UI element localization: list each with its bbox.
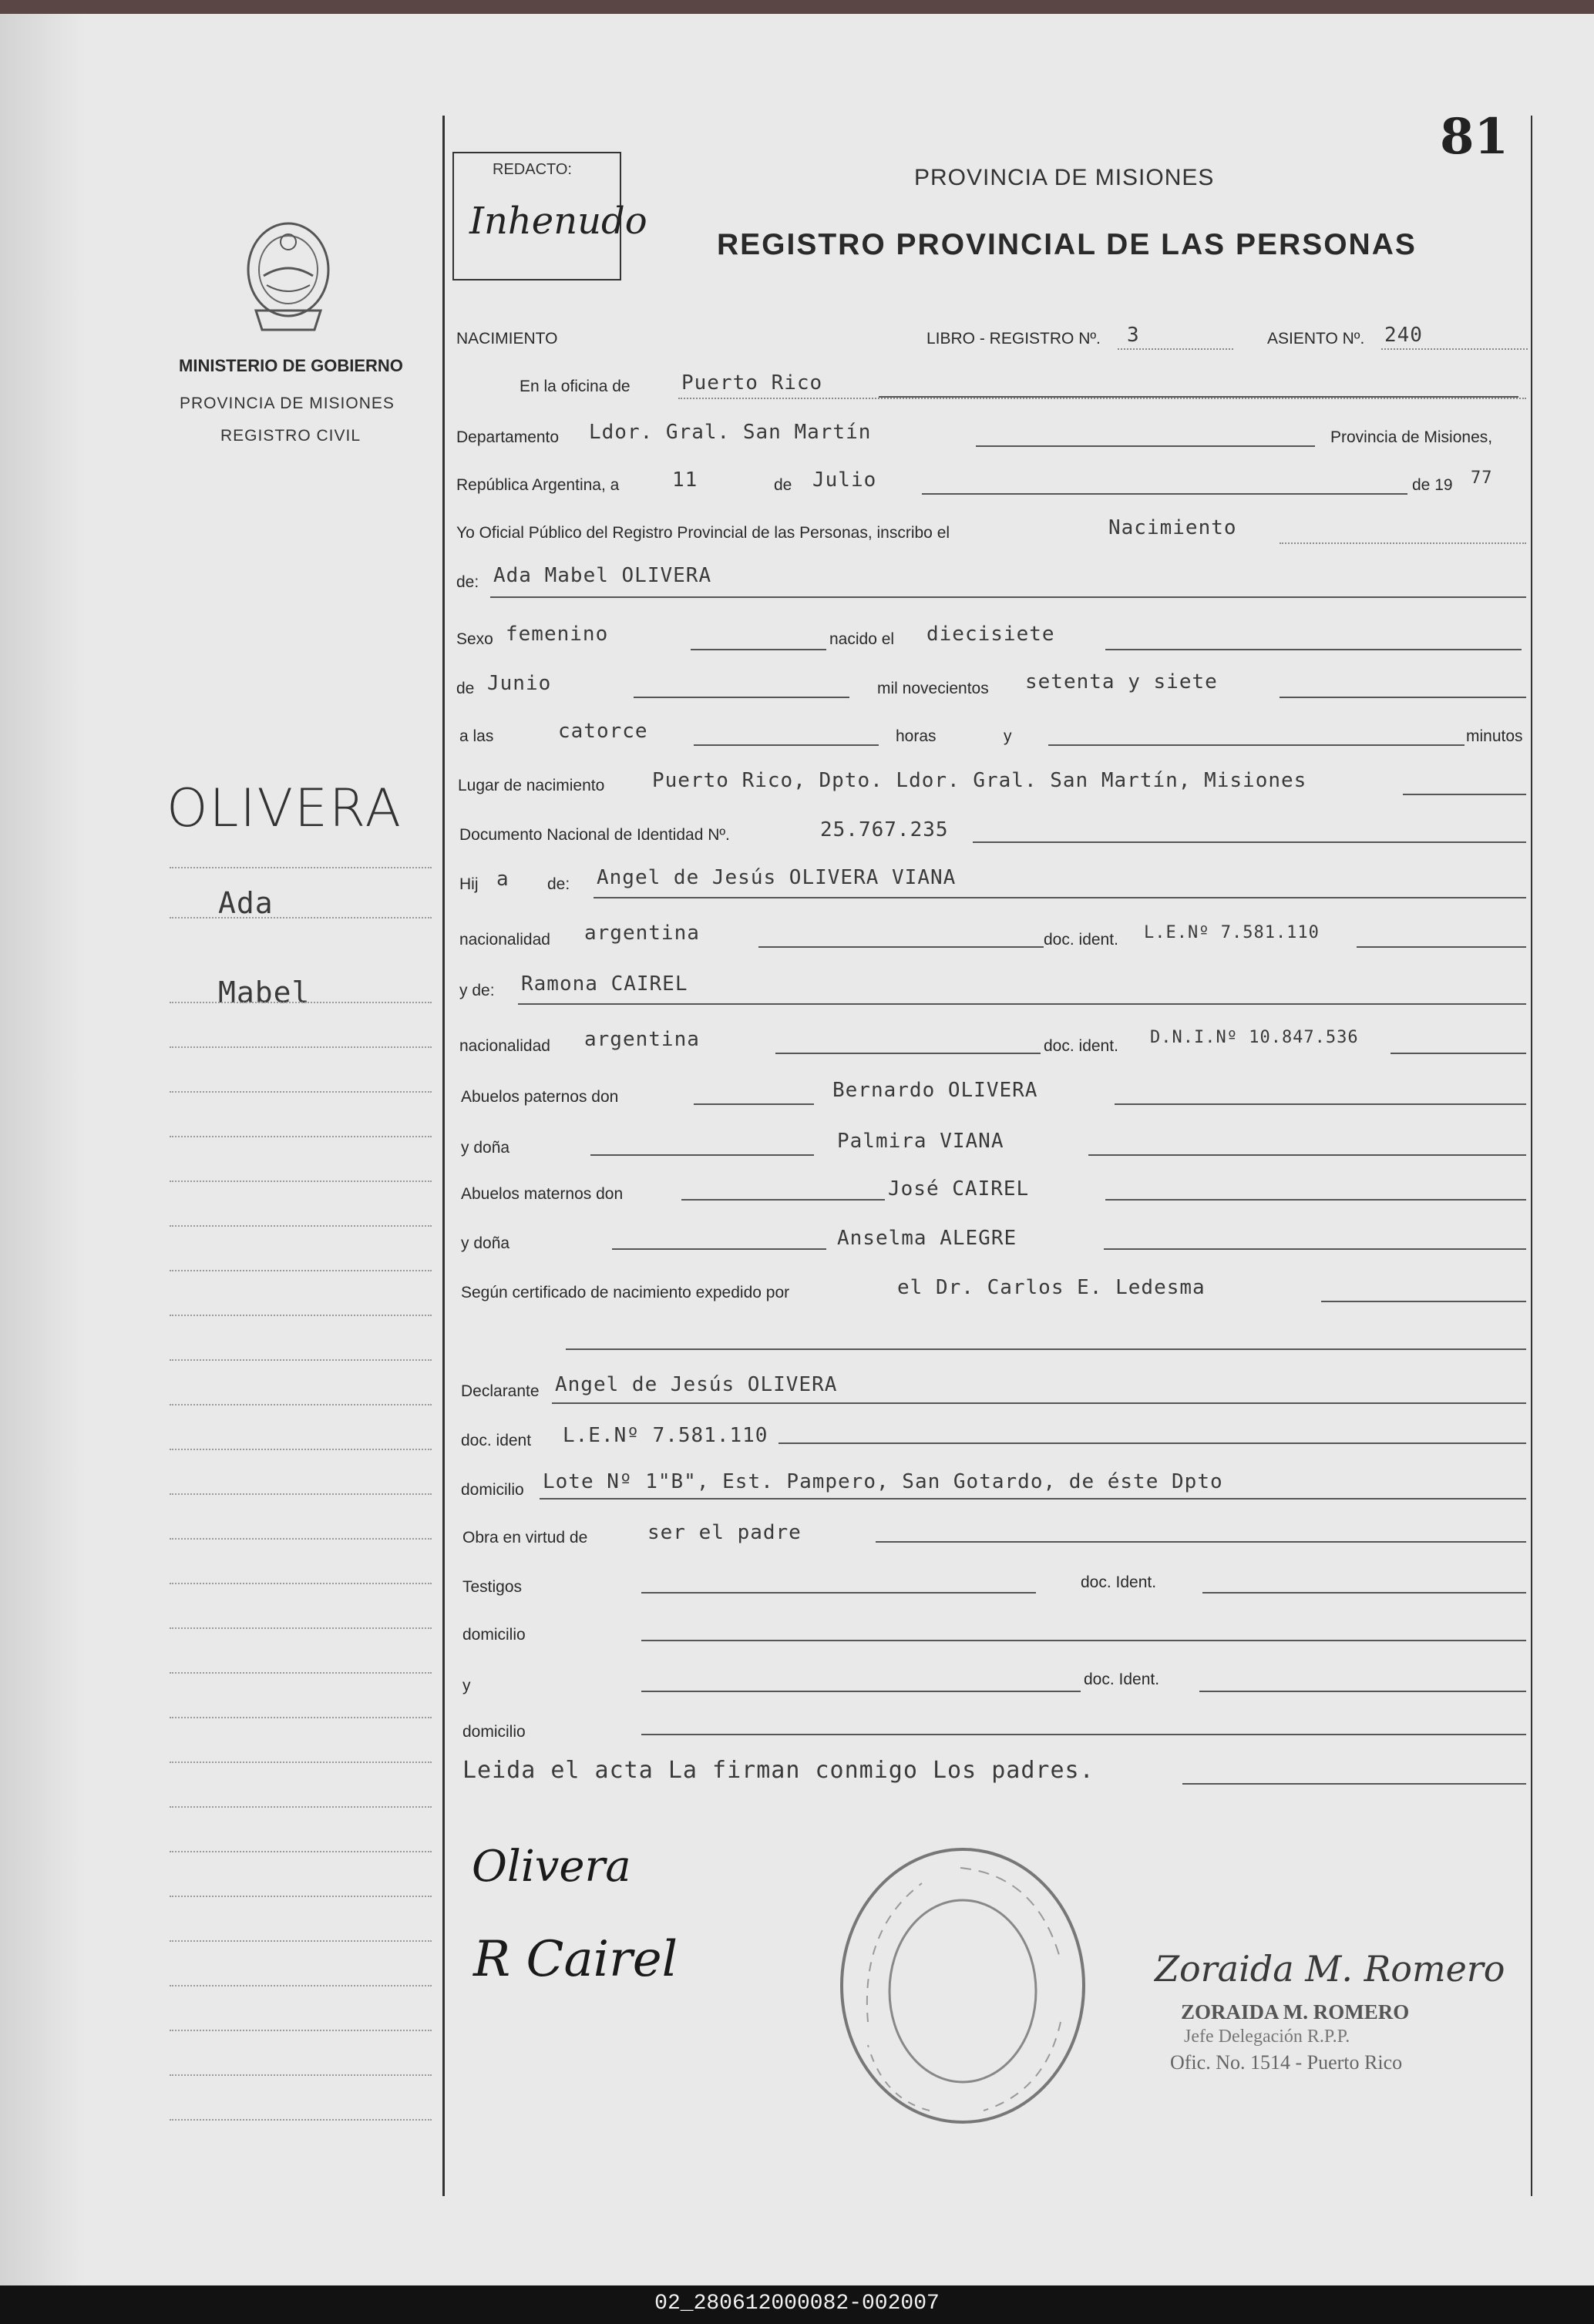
de-mes-label: de (456, 680, 475, 697)
mil-label: mil novecientos (877, 680, 989, 697)
anio-label: de 19 (1412, 476, 1453, 494)
sexo-line (691, 649, 826, 650)
y-dona-pat-label: y doña (461, 1139, 510, 1157)
asiento-label: ASIENTO Nº. (1267, 330, 1365, 348)
official-office: Ofic. No. 1514 - Puerto Rico (1170, 2051, 1403, 2074)
province-heading: PROVINCIA DE MISIONES (914, 165, 1215, 190)
madre-line (518, 1003, 1526, 1005)
doc-ident-padre-label: doc. ident. (1044, 931, 1118, 949)
obra-line (876, 1541, 1526, 1543)
doc-ident-madre-label: doc. ident. (1044, 1037, 1118, 1055)
margin-line (170, 1940, 432, 1942)
right-column-rule (1531, 116, 1532, 2196)
inscribo-value: Nacimiento (1108, 516, 1237, 539)
nac-madre-value: argentina (584, 1028, 700, 1051)
declarante-line (552, 1402, 1526, 1404)
margin-line (170, 1449, 432, 1450)
margin-line (170, 1404, 432, 1405)
margin-line (170, 1270, 432, 1271)
dia-value: 11 (672, 468, 698, 492)
margin-line (170, 1627, 432, 1629)
nac-padre-label: nacionalidad (459, 931, 550, 949)
dni-line (973, 841, 1526, 843)
register-sheet (0, 14, 1594, 2285)
y-de-label: y de: (459, 982, 495, 999)
mes-nac-value: Junio (487, 672, 552, 695)
departamento-label: Departamento (456, 428, 560, 446)
margin-line (170, 1896, 432, 1897)
doc-ident-t1-label: doc. Ident. (1081, 1573, 1157, 1591)
file-id-strip (0, 2285, 1594, 2324)
file-id: 02_280612000082-002007 (654, 2292, 940, 2316)
declarante-label: Declarante (461, 1382, 540, 1400)
margin-line (170, 1225, 432, 1227)
sexo-value: femenino (506, 623, 609, 646)
minutos-label: minutos (1466, 727, 1523, 745)
hora-value: catorce (558, 720, 648, 743)
y-dona-mat-label: y doña (461, 1234, 510, 1252)
anio-value: 77 (1471, 468, 1493, 488)
registro-civil-label: REGISTRO CIVIL (220, 427, 362, 445)
y-label: y (1004, 727, 1012, 745)
domicilio-t1-line (641, 1640, 1526, 1641)
margin-line (170, 917, 432, 919)
oficina-label: En la oficina de (520, 378, 631, 395)
ab-mat-dona-value: Anselma ALEGRE (837, 1227, 1017, 1250)
record-type: NACIMIENTO (456, 330, 558, 348)
margin-line (170, 1538, 432, 1540)
margin-line (170, 1046, 432, 1048)
doc-t1-line (1202, 1592, 1526, 1594)
nac-padre-value: argentina (584, 922, 700, 945)
nacido-value: diecisiete (926, 623, 1055, 646)
margin-line (170, 1672, 432, 1674)
margin-line (170, 2074, 432, 2076)
oficina-line (879, 396, 1518, 398)
asiento-value: 240 (1384, 324, 1423, 347)
ab-pat-dona-pre-line (590, 1154, 814, 1156)
page-number: 81 (1440, 108, 1509, 166)
margin-line (170, 1583, 432, 1584)
margin-line (170, 1806, 432, 1808)
domicilio-t2-label: domicilio (462, 1723, 526, 1741)
margin-line (170, 2119, 432, 2121)
ab-mat-don-line (1105, 1199, 1526, 1201)
ab-mat-label: Abuelos maternos don (461, 1185, 624, 1203)
redacto-box (452, 152, 647, 280)
ab-mat-don-value: José CAIREL (888, 1177, 1030, 1201)
domicilio-t1-label: domicilio (462, 1626, 526, 1644)
nac-madre-line (775, 1053, 1041, 1054)
nombre-line (490, 596, 1526, 598)
margin-line (170, 1761, 432, 1763)
oficina-dots (678, 398, 1526, 399)
horas-label: horas (896, 727, 937, 745)
official-title: Jefe Delegación R.P.P. (1184, 2027, 1350, 2047)
mes-value: Julio (812, 468, 877, 492)
signature-mother: R Cairel (473, 1931, 678, 1988)
nacido-line (1105, 649, 1522, 650)
registry-heading: REGISTRO PROVINCIAL DE LAS PERSONAS (717, 228, 1417, 261)
departamento-value: Ldor. Gral. San Martín (589, 421, 872, 444)
a-las-label: a las (459, 727, 494, 745)
margin-line (170, 1717, 432, 1718)
padre-value: Angel de Jesús OLIVERA VIANA (597, 866, 957, 889)
libro-label: LIBRO - REGISTRO Nº. (926, 330, 1101, 348)
oficina-value: Puerto Rico (681, 371, 823, 395)
ab-pat-pre-line (694, 1103, 814, 1105)
hora-line (694, 744, 879, 746)
republica-line (922, 493, 1407, 495)
nac-madre-label: nacionalidad (459, 1037, 550, 1055)
ab-mat-dona-pre-line (612, 1248, 826, 1250)
dni-value: 25.767.235 (820, 818, 949, 841)
ab-pat-dona-value: Palmira VIANA (837, 1130, 1004, 1153)
doc-padre-line (1357, 946, 1526, 948)
margin-line (170, 1985, 432, 1986)
domicilio-line (540, 1498, 1526, 1500)
anio-nac-value: setenta y siete (1025, 670, 1218, 694)
doc-t2-line (1199, 1691, 1526, 1692)
ab-mat-pre-line (681, 1199, 885, 1201)
nacido-label: nacido el (829, 630, 895, 648)
y-t2-label: y (462, 1677, 471, 1694)
official-signature: Zoraida M. Romero (1155, 1948, 1505, 1990)
binding-shadow (0, 14, 85, 2285)
hijo-suffix: a (496, 868, 509, 891)
official-name: ZORAIDA M. ROMERO (1181, 2000, 1410, 2023)
domicilio-t2-line (641, 1734, 1526, 1735)
ab-pat-label: Abuelos paternos don (461, 1088, 619, 1106)
lugar-line (1403, 794, 1526, 795)
margin-line (170, 867, 432, 868)
margin-line (170, 1091, 432, 1093)
doc-madre-value: D.N.I.Nº 10.847.536 (1150, 1028, 1359, 1047)
obra-value: ser el padre (647, 1521, 802, 1544)
ab-pat-don-value: Bernardo OLIVERA (832, 1079, 1038, 1102)
anio-nac-line (1280, 697, 1526, 698)
domicilio-label: domicilio (461, 1481, 524, 1499)
republica-label: República Argentina, a (456, 476, 620, 494)
dni-label: Documento Nacional de Identidad Nº. (459, 826, 730, 844)
ab-pat-dona-line (1088, 1154, 1526, 1156)
asiento-line (1381, 348, 1528, 350)
doc-ident-t2-label: doc. Ident. (1084, 1671, 1160, 1688)
redacto-label: REDACTO: (493, 161, 572, 178)
nombre-value: Ada Mabel OLIVERA (493, 564, 712, 587)
hijo-label: Hij (459, 875, 479, 893)
left-province-label: PROVINCIA DE MISIONES (180, 395, 395, 412)
segun-line-2 (566, 1348, 1526, 1350)
margin-name-1: Ada (218, 886, 274, 920)
doc-decl-label: doc. ident (461, 1432, 532, 1449)
libro-value: 3 (1127, 324, 1140, 347)
testigos-label: Testigos (462, 1578, 523, 1596)
left-column-rule (442, 116, 445, 2196)
margin-line (170, 1851, 432, 1852)
hijo-de-label: de: (547, 875, 570, 893)
lugar-value: Puerto Rico, Dpto. Ldor. Gral. San Martín, Misiones (652, 769, 1307, 792)
ab-mat-dona-line (1104, 1248, 1526, 1250)
margin-line (170, 1493, 432, 1495)
margin-line (170, 1315, 432, 1316)
obra-label: Obra en virtud de (462, 1529, 588, 1547)
signature-father: Olivera (472, 1842, 631, 1892)
nac-padre-line (758, 946, 1044, 948)
doc-padre-value: L.E.Nº 7.581.110 (1144, 923, 1320, 942)
inscribo-line (1280, 542, 1526, 544)
margin-line (170, 2030, 432, 2031)
minutos-line (1048, 744, 1465, 746)
segun-value: el Dr. Carlos E. Ledesma (897, 1276, 1206, 1299)
sexo-label: Sexo (456, 630, 493, 648)
margin-line (170, 1180, 432, 1182)
testigo1-line (641, 1592, 1036, 1594)
margin-line (170, 1359, 432, 1361)
departamento-line (976, 445, 1315, 447)
leida-line (1182, 1783, 1526, 1785)
lugar-label: Lugar de nacimiento (458, 777, 605, 794)
coat-of-arms-emblem (240, 214, 336, 338)
de-nombre-label: de: (456, 573, 479, 591)
madre-value: Ramona CAIREL (521, 972, 688, 996)
redacto-signature: Inhenudo (469, 200, 647, 243)
padre-line (594, 897, 1526, 898)
doc-decl-value: L.E.Nº 7.581.110 (563, 1424, 768, 1447)
domicilio-value: Lote Nº 1"B", Est. Pampero, San Gotardo, de éste Dpto (543, 1470, 1223, 1493)
registry-seal-stamp (837, 1845, 1088, 2127)
segun-line (1321, 1301, 1526, 1302)
ab-pat-don-line (1115, 1103, 1526, 1105)
doc-decl-line (779, 1442, 1526, 1444)
margin-surname: OLIVERA (166, 778, 402, 839)
segun-label: Según certificado de nacimiento expedido por (461, 1284, 790, 1301)
ministry-label: MINISTERIO DE GOBIERNO (179, 356, 403, 375)
margin-line (170, 1002, 432, 1003)
declarante-value: Angel de Jesús OLIVERA (555, 1373, 838, 1396)
testigo2-line (641, 1691, 1081, 1692)
provincia-label: Provincia de Misiones, (1330, 428, 1493, 446)
margin-line (170, 1136, 432, 1137)
doc-madre-line (1391, 1053, 1526, 1054)
inscribo-label: Yo Oficial Público del Registro Provincial de las Personas, inscribo el (456, 524, 950, 542)
de-label: de (774, 476, 792, 494)
margin-name-2: Mabel (218, 976, 311, 1009)
leida-text: Leida el acta La firman conmigo Los padres. (462, 1757, 1095, 1784)
mes-nac-line (634, 697, 849, 698)
libro-line (1118, 348, 1233, 350)
